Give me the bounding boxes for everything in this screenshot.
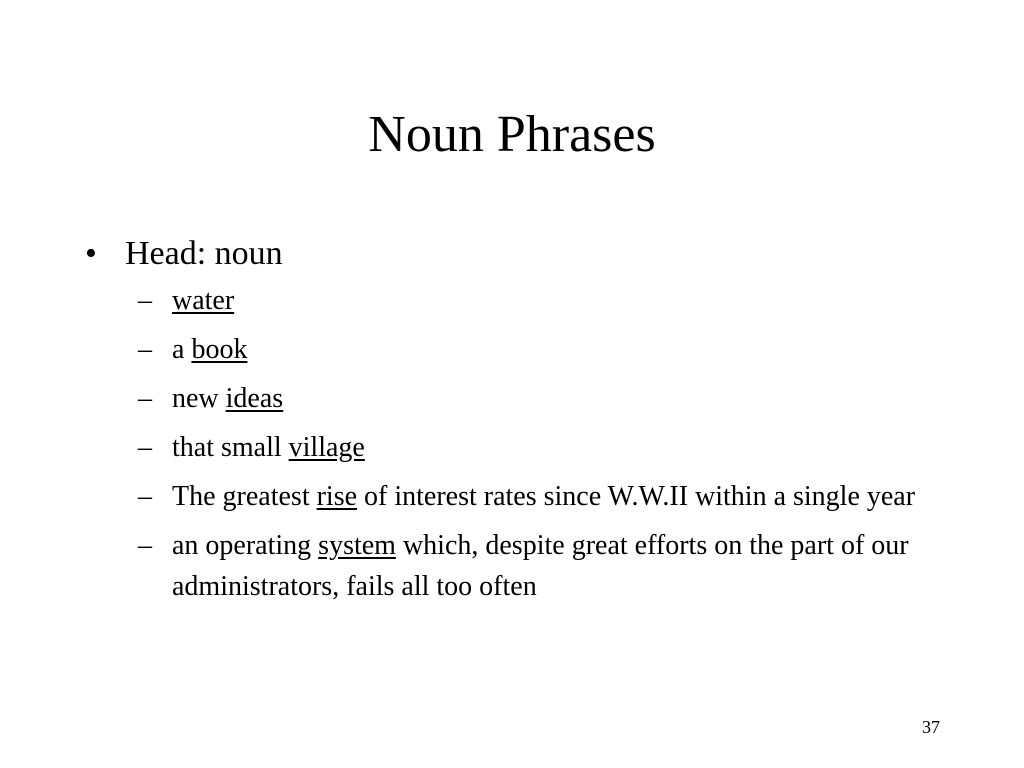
sub-item-water	[85, 280, 945, 321]
sub-item-pre: an operating	[172, 530, 319, 561]
sub-item-pre: a	[172, 334, 192, 365]
page-number: 37	[922, 717, 940, 737]
bullet-text: Head: noun	[125, 235, 283, 272]
sub-item-post: of interest rates since W.W.II within a single year	[357, 481, 916, 512]
sub-item-system	[85, 525, 945, 607]
bullet-item-head	[85, 228, 945, 280]
bullet-marker-icon: •	[85, 235, 97, 272]
sub-item-head-noun: system	[318, 530, 396, 561]
sub-item-rise	[85, 476, 945, 517]
sub-item-pre: new	[172, 383, 226, 414]
dash-marker-icon: –	[138, 530, 152, 561]
sub-item-book	[85, 329, 945, 370]
dash-marker-icon: –	[138, 481, 152, 512]
sub-item-ideas	[85, 378, 945, 419]
dash-marker-icon: –	[138, 334, 152, 365]
dash-marker-icon: –	[138, 383, 152, 414]
sub-item-head-noun: village	[288, 432, 365, 463]
sub-item-pre: that small	[172, 432, 289, 463]
sub-item-head-noun: ideas	[225, 383, 284, 414]
dash-marker-icon: –	[138, 285, 152, 316]
dash-marker-icon: –	[138, 432, 152, 463]
sub-item-head-noun: rise	[316, 481, 358, 512]
sub-item-village	[85, 427, 945, 468]
sub-list	[85, 280, 945, 607]
sub-item-post: which, despite great efforts on the part of our administrators, fails all too often	[172, 530, 909, 602]
sub-item-pre: The greatest	[172, 481, 317, 512]
sub-item-head-noun: book	[191, 334, 248, 365]
slide-title: Noun Phrases	[368, 106, 656, 163]
slide-content	[85, 228, 945, 615]
sub-item-head-noun: water	[172, 285, 235, 316]
